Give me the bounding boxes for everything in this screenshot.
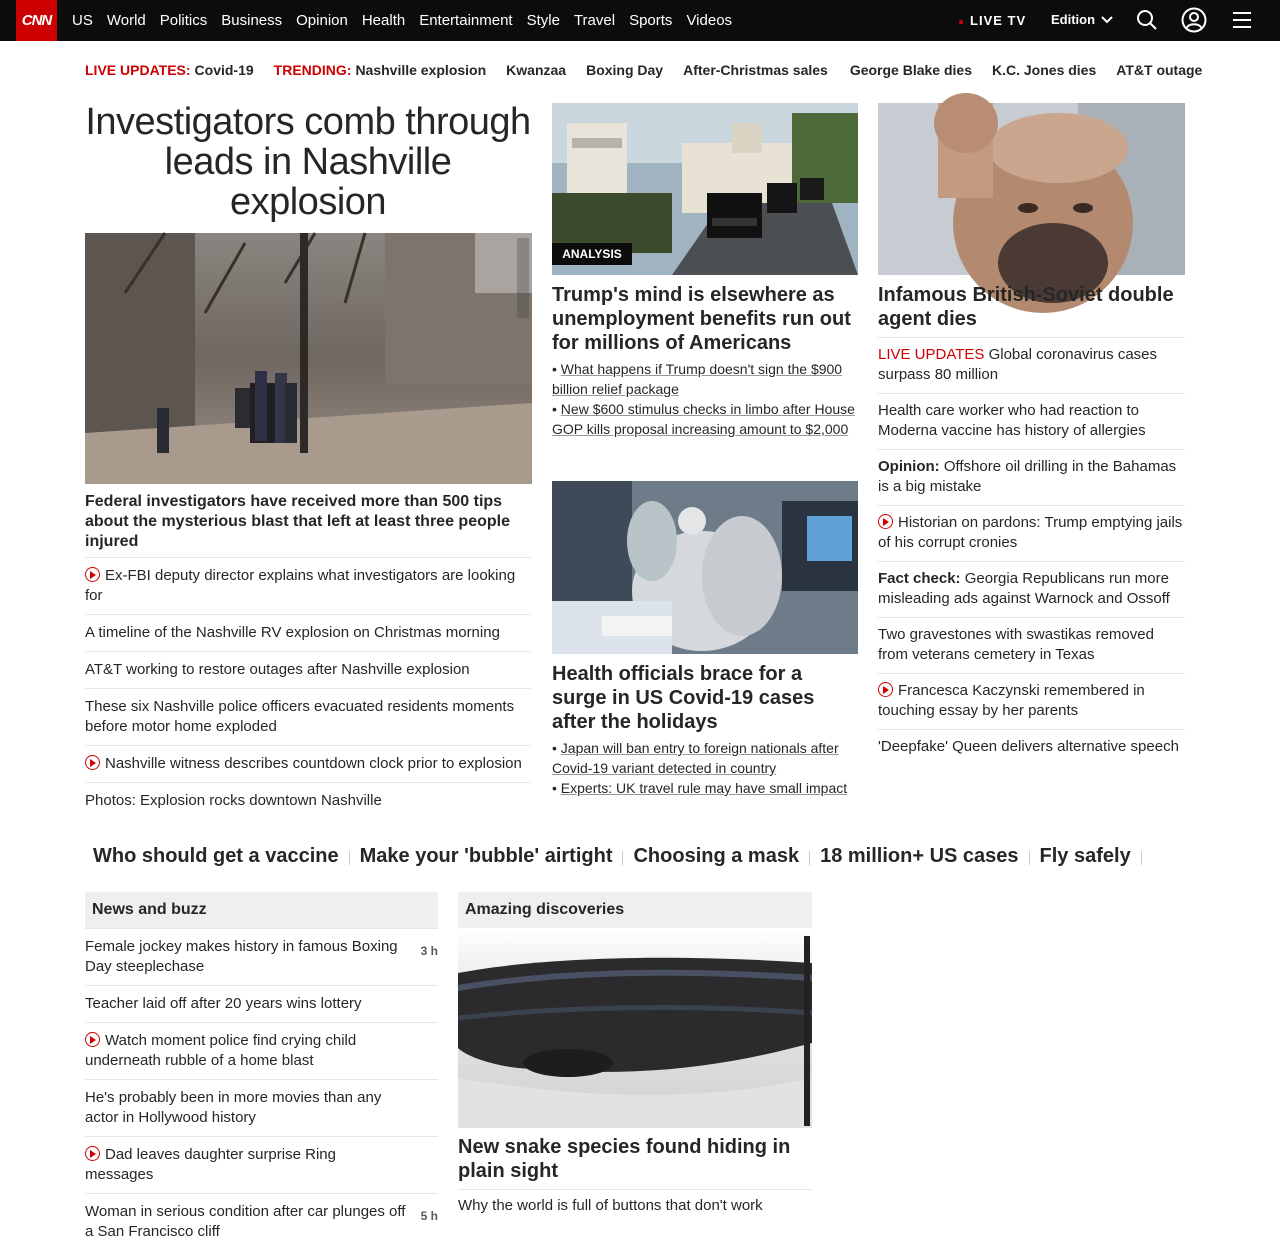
trending-link-george-blake[interactable]: George Blake dies xyxy=(849,62,972,78)
news-and-buzz-list xyxy=(85,928,438,1250)
chevron-down-icon xyxy=(1101,16,1113,24)
list-item-text: Nashville witness describes countdown clock prior to explosion xyxy=(105,755,522,772)
list-item-text: Why the world is full of buttons that don't work xyxy=(458,1197,763,1214)
topic-link[interactable]: Make your 'bubble' airtight xyxy=(359,845,613,867)
list-item[interactable] xyxy=(85,1079,438,1136)
nav-link-opinion[interactable]: Opinion xyxy=(296,12,348,29)
play-video-icon xyxy=(85,1032,100,1047)
timestamp: 3 h xyxy=(420,944,438,958)
story-headline-double-agent[interactable]: Infamous British-Soviet double agent dies xyxy=(878,284,1174,330)
live-tv-link[interactable] xyxy=(958,13,1026,28)
nav-link-entertainment[interactable]: Entertainment xyxy=(419,12,513,29)
list-item-text: A timeline of the Nashville RV explosion on Christmas morning xyxy=(85,624,500,641)
nav-link-business[interactable]: Business xyxy=(221,12,283,29)
trending-link-kwanzaa[interactable]: Kwanzaa xyxy=(506,62,567,78)
trending-link-kc-jones[interactable]: K.C. Jones dies xyxy=(992,62,1097,78)
lead-summary[interactable]: Federal investigators have received more than 500 tips about the mysterious blast that left at least three people injured xyxy=(85,493,510,550)
list-item-text: Health care worker who had reaction to Moderna vaccine has history of allergies xyxy=(878,402,1146,439)
trending-bar xyxy=(85,62,1203,78)
list-item[interactable] xyxy=(878,505,1185,561)
play-video-icon xyxy=(85,755,100,770)
list-item-text: Teacher laid off after 20 years wins lottery xyxy=(85,995,362,1012)
bullet-link[interactable]: • Japan will ban entry to foreign nationals after Covid-19 variant detected in country xyxy=(552,740,839,776)
story-headline-snake[interactable]: New snake species found hiding in plain sight xyxy=(458,1136,791,1182)
user-account-icon[interactable] xyxy=(1181,7,1207,33)
list-item[interactable] xyxy=(85,928,438,985)
list-item[interactable] xyxy=(85,745,531,782)
george-blake-photo[interactable] xyxy=(878,103,1185,275)
list-item-text: Two gravestones with swastikas removed from veterans cemetery in Texas xyxy=(878,626,1154,663)
topic-link[interactable]: Who should get a vaccine xyxy=(93,845,339,867)
list-item[interactable] xyxy=(878,729,1185,765)
list-item[interactable] xyxy=(85,782,531,819)
list-item-text: Historian on pardons: Trump emptying jails of his corrupt cronies xyxy=(878,514,1183,551)
list-item[interactable] xyxy=(458,1189,812,1216)
list-item-text: Ex-FBI deputy director explains what investigators are looking for xyxy=(85,567,516,604)
list-item-text: Francesca Kaczynski remembered in touching essay by her parents xyxy=(878,682,1145,719)
topic-link[interactable]: Fly safely xyxy=(1039,845,1131,867)
play-video-icon xyxy=(85,1146,100,1161)
play-video-icon xyxy=(85,567,100,582)
divider xyxy=(809,851,810,865)
nashville-explosion-photo[interactable] xyxy=(85,233,532,484)
bullet-link[interactable]: • What happens if Trump doesn't sign the $900 billion relief package xyxy=(552,361,843,397)
edition-label: Edition xyxy=(1051,12,1096,27)
list-item[interactable] xyxy=(878,337,1185,393)
list-item-text: Global coronavirus cases surpass 80 million xyxy=(878,346,1158,383)
section-nav xyxy=(72,0,746,41)
live-updates-label: LIVE UPDATES: xyxy=(85,62,191,78)
nav-link-world[interactable]: World xyxy=(106,12,146,29)
nav-link-health[interactable]: Health xyxy=(361,12,406,29)
list-item[interactable] xyxy=(85,1022,438,1079)
divider xyxy=(622,851,623,865)
list-item-text: Woman in serious condition after car plunges off a San Francisco cliff xyxy=(85,1203,406,1240)
list-item[interactable] xyxy=(85,985,438,1022)
bullet-link[interactable]: • New $600 stimulus checks in limbo after House GOP kills proposal increasing amount to $2,000 xyxy=(552,401,855,437)
list-item[interactable] xyxy=(85,557,531,614)
list-item[interactable] xyxy=(878,449,1185,505)
list-item[interactable] xyxy=(878,673,1185,729)
topic-link[interactable]: 18 million+ US cases xyxy=(820,845,1019,867)
list-item[interactable] xyxy=(85,614,531,651)
trending-link-sales[interactable]: After-Christmas sales xyxy=(683,62,828,78)
live-tv-label: LIVE TV xyxy=(970,13,1027,28)
live-updates-label: LIVE UPDATES xyxy=(878,346,985,363)
story-bullets-trump xyxy=(552,359,858,439)
list-item[interactable] xyxy=(85,1193,438,1250)
news-and-buzz-header: News and buzz xyxy=(85,892,438,928)
list-item-text: Photos: Explosion rocks downtown Nashville xyxy=(85,792,382,809)
list-item[interactable] xyxy=(878,561,1185,617)
timestamp: 5 h xyxy=(420,1209,438,1223)
opinion-label: Opinion: xyxy=(878,458,940,475)
list-item-text: Female jockey makes history in famous Boxing Day steeplechase xyxy=(85,938,398,975)
trending-link-boxing-day[interactable]: Boxing Day xyxy=(586,62,664,78)
fact-check-label: Fact check: xyxy=(878,570,961,587)
snake-photo[interactable] xyxy=(458,928,812,1128)
play-video-icon xyxy=(878,682,893,697)
nav-link-politics[interactable]: Politics xyxy=(159,12,208,29)
analysis-badge: ANALYSIS xyxy=(552,243,632,265)
list-item[interactable] xyxy=(85,688,531,745)
list-item[interactable] xyxy=(878,393,1185,449)
bullet-link[interactable]: • Experts: UK travel rule may have small impact xyxy=(552,780,848,796)
cnn-logo[interactable]: CNN xyxy=(16,0,57,41)
story-bullets-covid xyxy=(552,738,858,798)
live-dot-icon: ● xyxy=(958,17,966,28)
divider xyxy=(1141,851,1142,865)
nav-link-sports[interactable]: Sports xyxy=(629,12,673,29)
trending-link-att[interactable]: AT&T outage xyxy=(1116,62,1203,78)
edition-selector[interactable] xyxy=(1051,12,1113,27)
topics-bar xyxy=(93,845,1152,868)
list-item-text: Dad leaves daughter surprise Ring messages xyxy=(85,1146,336,1183)
list-item[interactable] xyxy=(878,617,1185,673)
top-navigation-bar xyxy=(0,0,1280,41)
trending-label: TRENDING: xyxy=(273,62,352,78)
topic-link[interactable]: Choosing a mask xyxy=(633,845,800,867)
story-headline-covid[interactable]: Health officials brace for a surge in US Covid-19 cases after the holidays xyxy=(552,663,815,733)
list-item[interactable] xyxy=(85,1136,438,1193)
amazing-discoveries-header: Amazing discoveries xyxy=(458,892,812,928)
list-item[interactable] xyxy=(85,651,531,688)
list-item-text: He's probably been in more movies than any actor in Hollywood history xyxy=(85,1089,382,1126)
list-item-text: Georgia Republicans run more misleading ads against Warnock and Ossoff xyxy=(878,570,1170,607)
list-item-text: Watch moment police find crying child underneath rubble of a home blast xyxy=(85,1032,357,1069)
lead-headline[interactable]: Investigators comb through leads in Nashville explosion xyxy=(85,101,531,223)
nav-link-travel[interactable]: Travel xyxy=(573,12,616,29)
trending-link-covid[interactable]: Covid-19 xyxy=(194,62,254,78)
list-item-text: Offshore oil drilling in the Bahamas is a big mistake xyxy=(878,458,1177,495)
list-item-text: These six Nashville police officers evacuated residents moments before motor home exploded xyxy=(85,698,515,735)
list-item-text: AT&T working to restore outages after Nashville explosion xyxy=(85,661,470,678)
menu-icon[interactable] xyxy=(1232,10,1252,30)
search-icon[interactable] xyxy=(1135,8,1159,32)
nav-link-videos[interactable]: Videos xyxy=(686,12,733,29)
story-headline-trump[interactable]: Trump's mind is elsewhere as unemployment benefits run out for millions of Americans xyxy=(552,284,851,354)
nav-link-style[interactable]: Style xyxy=(526,12,560,29)
divider xyxy=(349,851,350,865)
right-headlines-list xyxy=(878,337,1185,765)
list-item-text: 'Deepfake' Queen delivers alternative speech xyxy=(878,738,1179,755)
play-video-icon xyxy=(878,514,893,529)
trending-link-nashville[interactable]: Nashville explosion xyxy=(355,62,487,78)
covid-hospital-photo[interactable] xyxy=(552,481,858,654)
lead-related-list xyxy=(85,557,531,819)
nav-link-us[interactable]: US xyxy=(72,12,93,29)
divider xyxy=(1029,851,1030,865)
